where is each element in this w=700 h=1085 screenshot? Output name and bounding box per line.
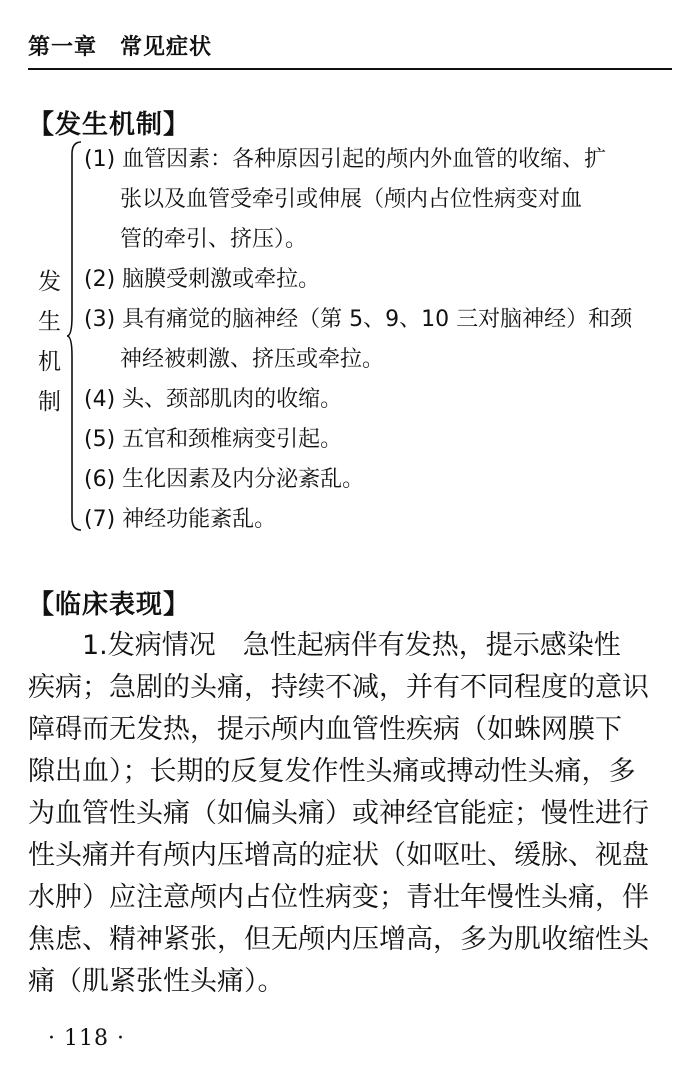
mechanism-line: (4) 头、颈部肌肉的收缩。 bbox=[84, 387, 343, 412]
side-label-char: 机 bbox=[38, 349, 61, 375]
mechanism-line: (3) 具有痛觉的脑神经（第 5、9、10 三对脑神经）和颈 bbox=[84, 307, 633, 332]
side-label-char: 发 bbox=[38, 269, 61, 295]
mechanism-line: 神经被刺激、挤压或牵拉。 bbox=[120, 347, 385, 372]
clinical-line: 痛（肌紧张性头痛）。 bbox=[28, 966, 285, 997]
clinical-heading: 【临床表现】 bbox=[28, 590, 191, 620]
clinical-line: 障碍而无发热，提示颅内血管性疾病（如蛛网膜下 bbox=[28, 714, 622, 745]
clinical-line: 焦虑、精神紧张，但无颅内压增高，多为肌收缩性头 bbox=[28, 924, 649, 955]
clinical-line: 隙出血）；长期的反复发作性头痛或搏动性头痛，多 bbox=[28, 756, 636, 787]
mechanism-line: 张以及血管受牵引或伸展（颅内占位性病变对血 bbox=[120, 187, 583, 212]
chapter-header: 第一章 常见症状 bbox=[28, 35, 213, 60]
clinical-line: 水肿）应注意颅内占位性病变；青壮年慢性头痛，伴 bbox=[28, 882, 649, 913]
mechanism-line: (5) 五官和颈椎病变引起。 bbox=[84, 427, 343, 452]
page-number: · 118 · bbox=[48, 1026, 125, 1051]
clinical-line: 疾病；急剧的头痛，持续不减，并有不同程度的意识 bbox=[28, 672, 649, 703]
side-label-char: 生 bbox=[38, 309, 61, 335]
clinical-line: 为血管性头痛（如偏头痛）或神经官能症；慢性进行 bbox=[28, 798, 649, 829]
mechanism-heading: 【发生机制】 bbox=[28, 110, 191, 140]
clinical-line: 1.发病情况 急性起病伴有发热，提示感染性 bbox=[28, 630, 621, 661]
header-rule bbox=[28, 68, 672, 70]
mechanism-line: (2) 脑膜受刺激或牵拉。 bbox=[84, 267, 321, 292]
mechanism-line: (6) 生化因素及内分泌紊乱。 bbox=[84, 467, 365, 492]
mechanism-side-label bbox=[38, 262, 61, 422]
mechanism-line: (1) 血管因素：各种原因引起的颅内外血管的收缩、扩 bbox=[84, 147, 607, 172]
mechanism-line: 管的牵引、挤压）。 bbox=[120, 227, 308, 252]
left-brace bbox=[66, 140, 82, 532]
mechanism-line: (7) 神经功能紊乱。 bbox=[84, 507, 277, 532]
clinical-line: 性头痛并有颅内压增高的症状（如呕吐、缓脉、视盘 bbox=[28, 840, 649, 871]
side-label-char: 制 bbox=[38, 389, 61, 415]
